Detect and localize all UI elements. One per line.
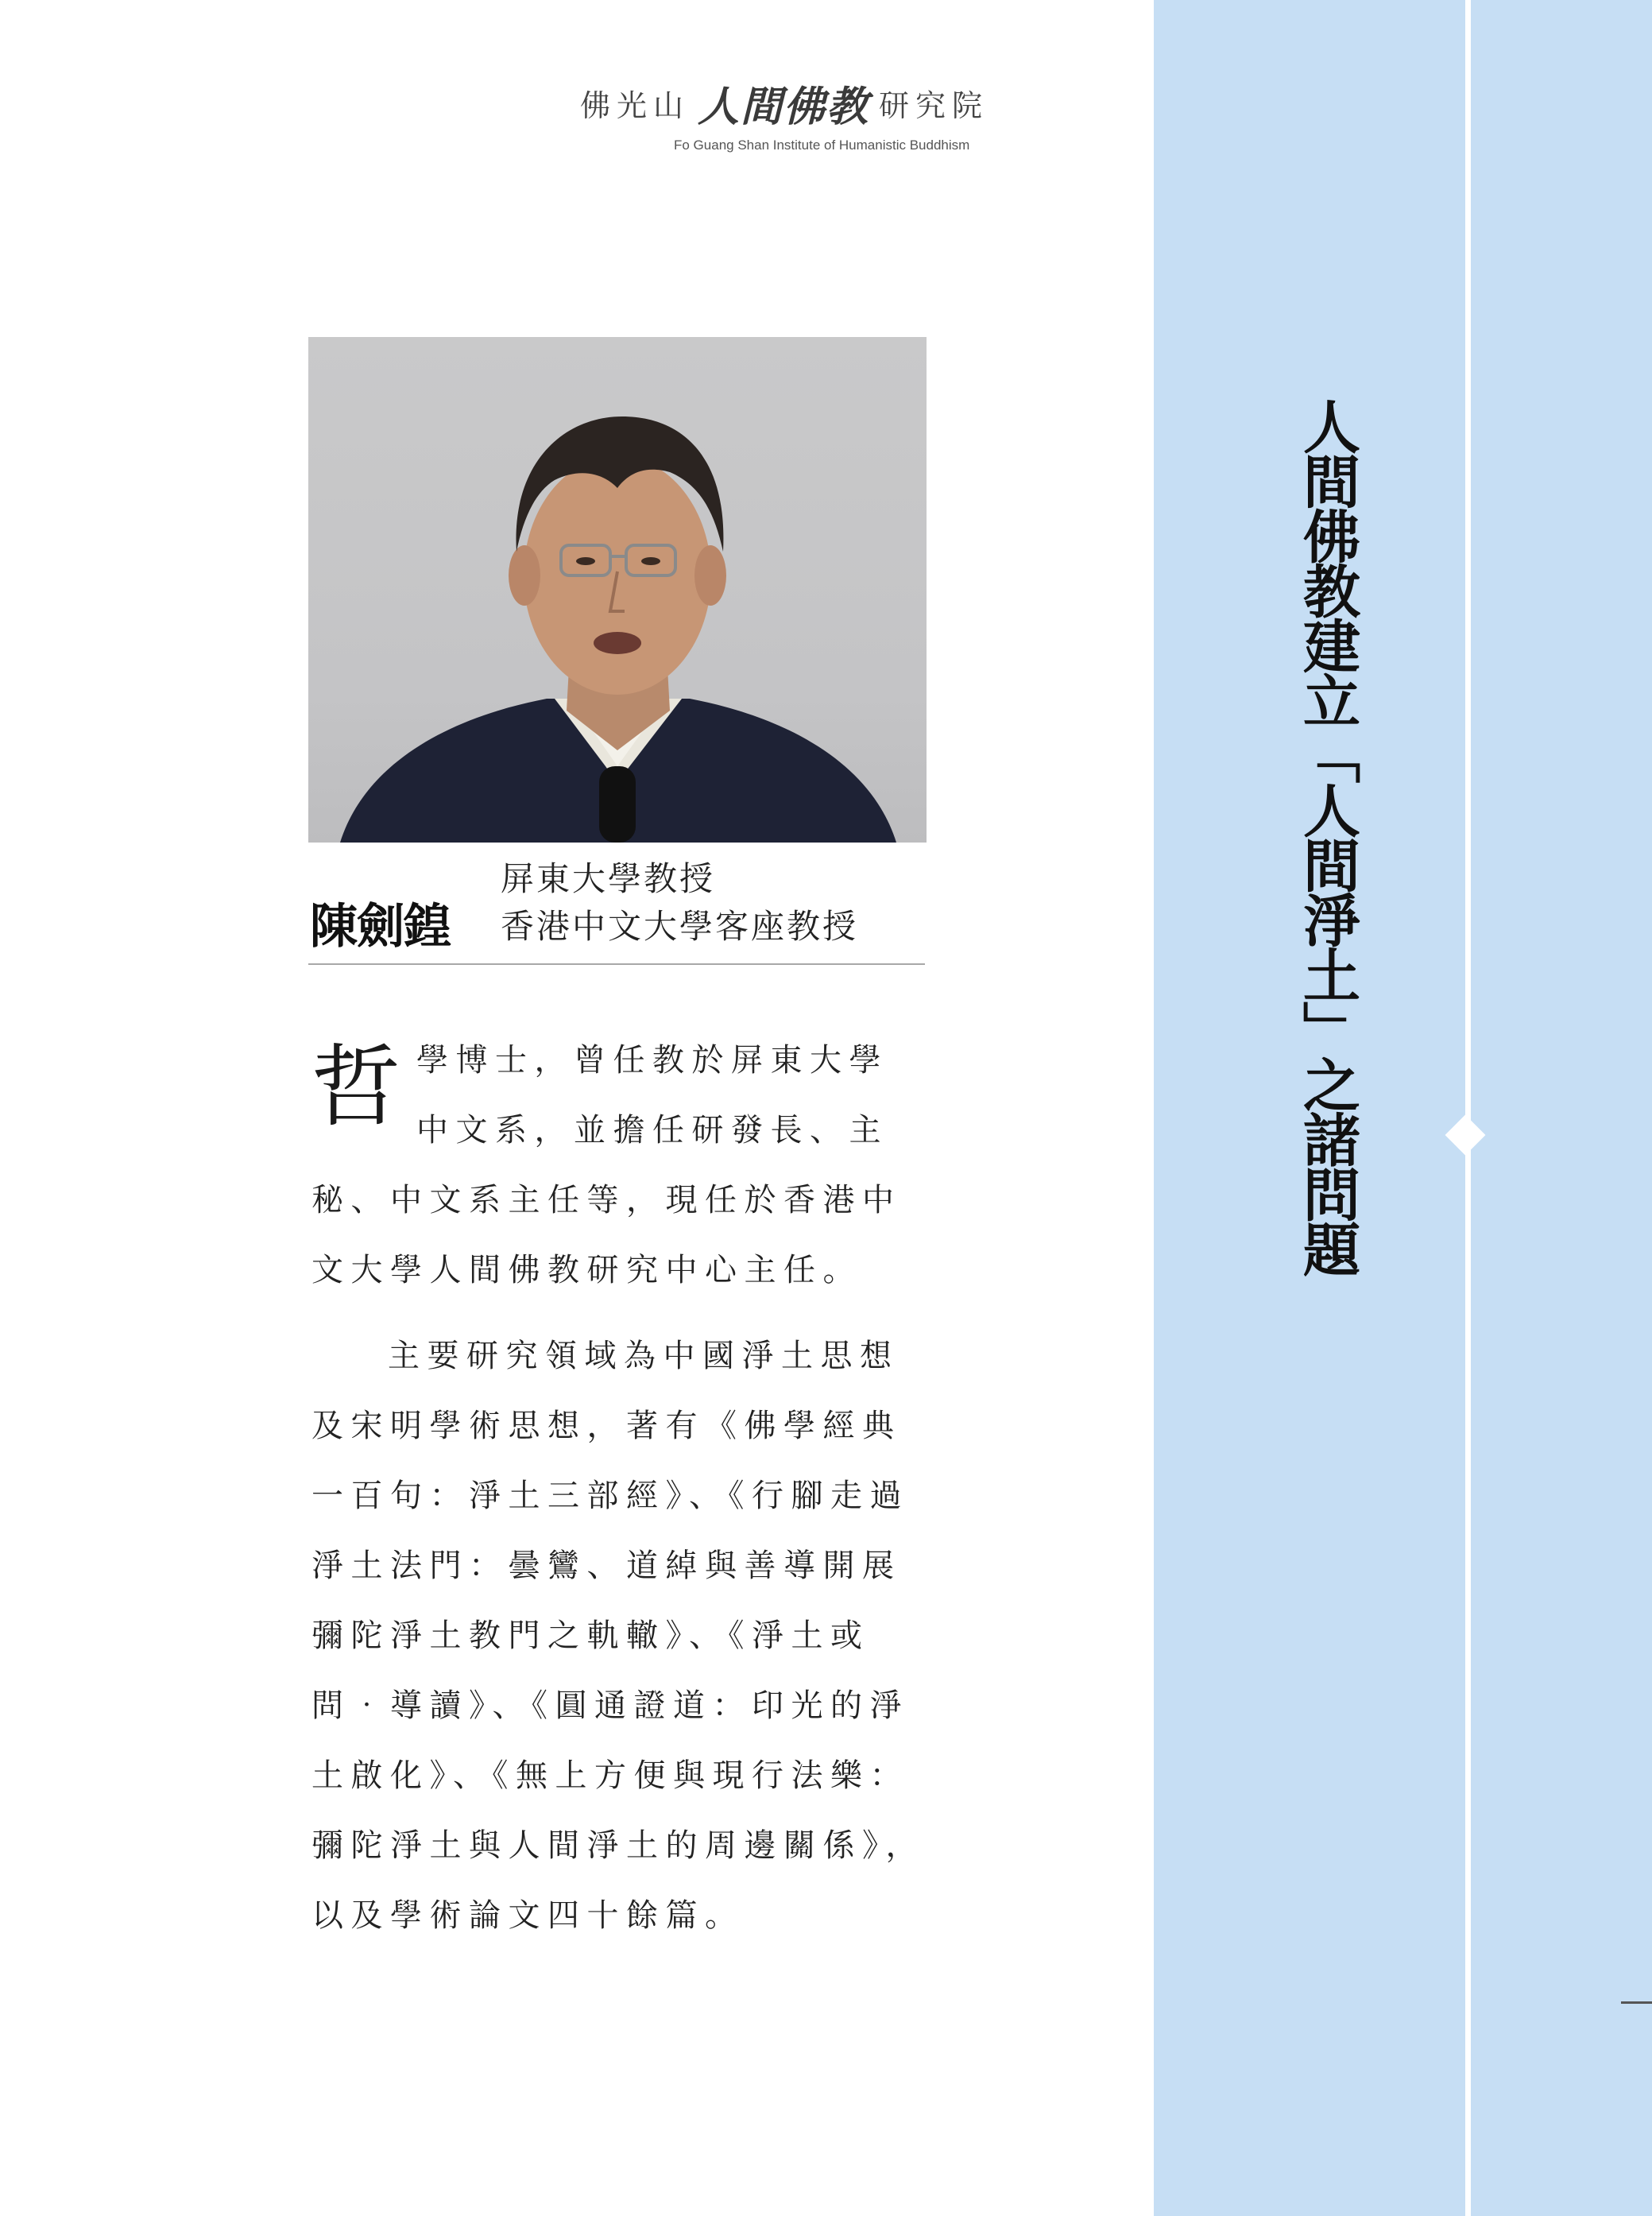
logo-institute-suffix: 研究院 <box>879 88 989 123</box>
author-titles <box>501 855 858 951</box>
author-title: 屏東大學教授 <box>501 859 716 898</box>
bio-paragraph-text: 學博士，曾任教於屏東大學中文系，並擔任研發長、主秘、中文系主任等，現任於香港中文大學人間佛教研究中心主任。 <box>311 1042 902 1288</box>
author-title: 香港中文大學客座教授 <box>501 907 859 946</box>
logo-english-name: Fo Guang Shan Institute of Humanistic Buddhism <box>674 138 970 153</box>
author-name: 陳劍鍠 <box>310 899 451 955</box>
author-portrait-image <box>308 337 927 843</box>
logo-org-name: 佛光山 <box>580 88 691 123</box>
article-title: 人間佛教建立「人間淨土」之諸問題 <box>1294 397 1361 1275</box>
drop-cap: 哲 <box>311 1036 400 1139</box>
logo-calligraphy: 人間佛教 <box>698 83 870 131</box>
institute-logo <box>580 73 1065 153</box>
side-divider <box>1465 0 1471 2216</box>
side-panel <box>1154 0 1652 2216</box>
bio-paragraph: 主要研究領域為中國淨土思想及宋明學術思想，著有《佛學經典一百句：淨土三部經》、《行腳走過淨土法門：曇鸞、道綽與善導開展彌陀淨土教門之軌轍》、《淨土或問‧導讀》、《圓通證道：印光的淨土啟化》、《無上方便與現行法樂：彌陀淨土與人間淨土的周邊關係》，以及學術論文四十餘篇。 <box>311 1338 925 1934</box>
bio-paragraph <box>311 1025 925 1305</box>
author-biography <box>311 1025 925 1951</box>
divider-rule <box>308 963 925 965</box>
author-photo <box>308 337 927 843</box>
page-edge-mark <box>1621 2001 1652 2004</box>
